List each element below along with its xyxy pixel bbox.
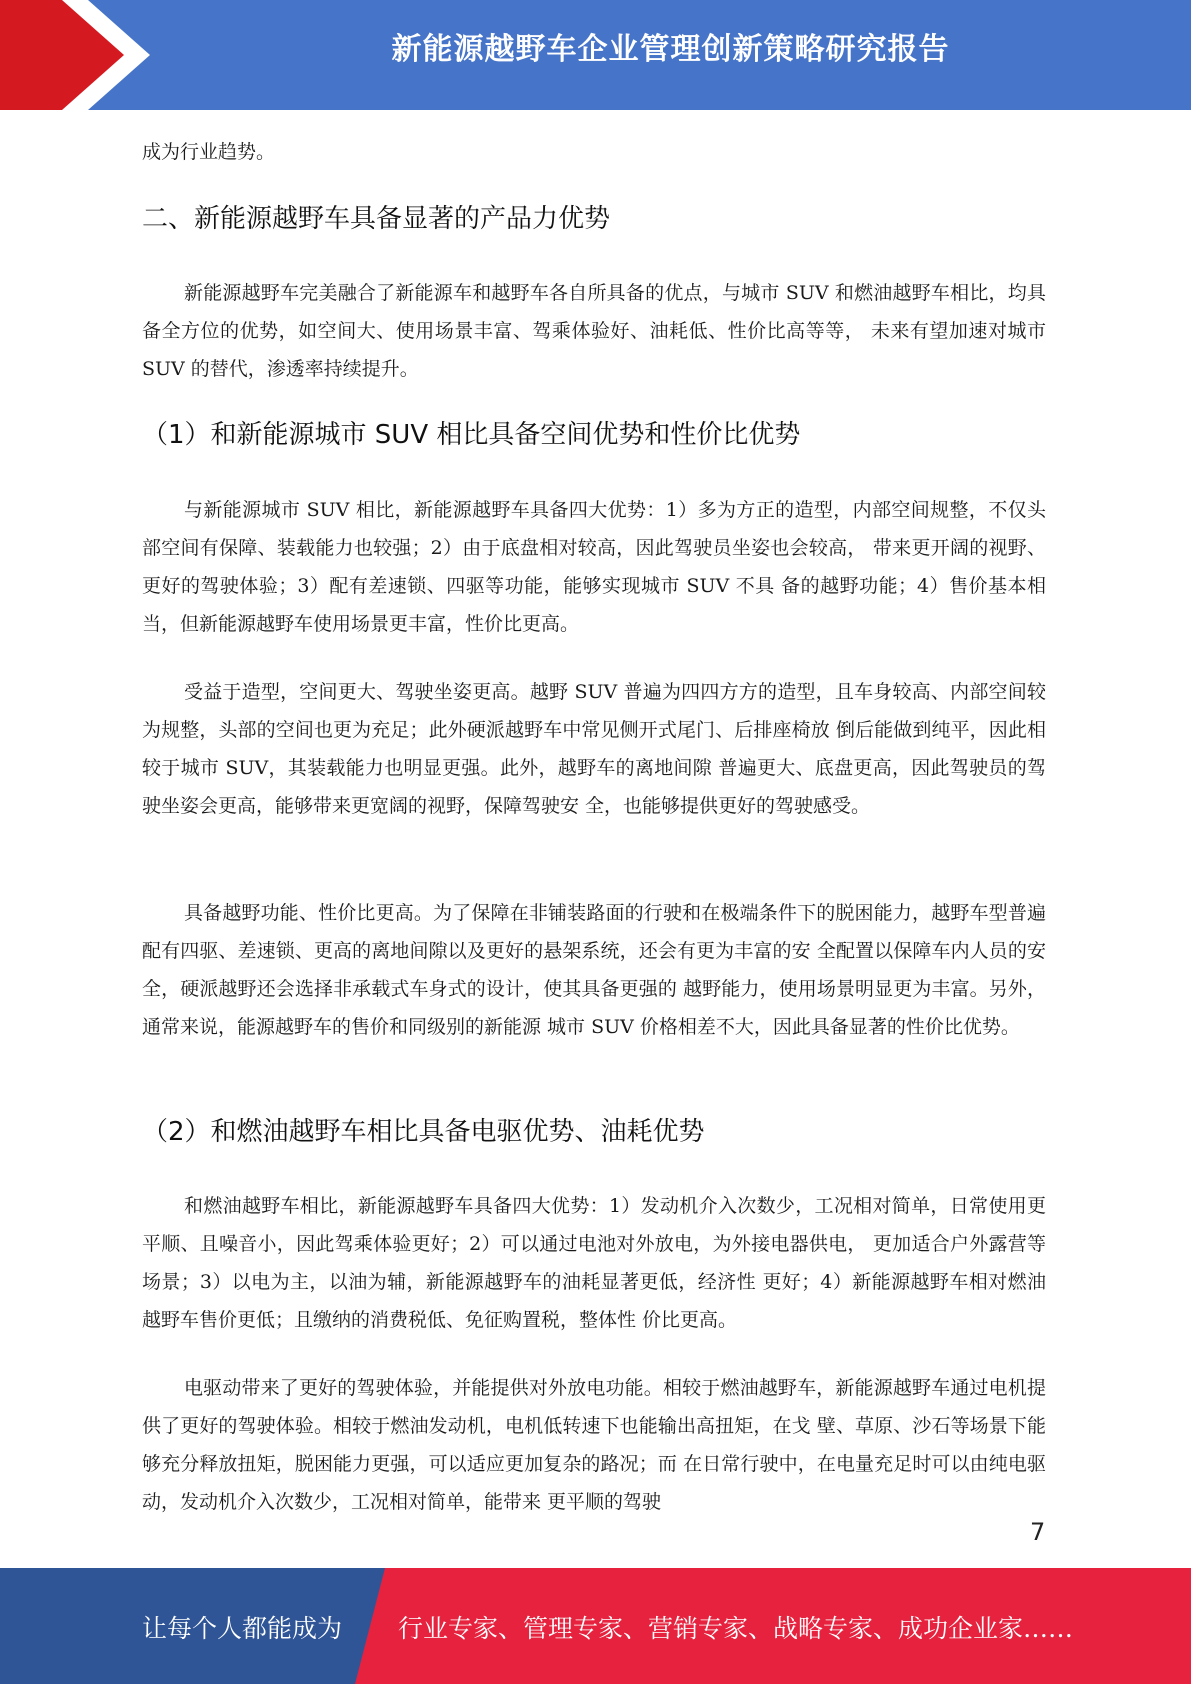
subsection-1-paragraph-2: 受益于造型，空间更大、驾驶坐姿更高。越野 SUV 普遍为四四方方的造型，且车身较高、内部空间较为规整，头部的空间也更为充足；此外硬派越野车中常见侧开式尾门、后排座椅放 倒后能做到纯平，因此相较于城市 SUV，其装载能力也明显更强。此外，越野车的离地间隙 普遍更大、底盘更高，因此驾驶员的驾驶坐姿会更高，能够带来更宽阔的视野，保障驾驶安 全，也能够提供更好的驾驶感受。 [142,681,1046,817]
header-chevron-decoration [0,0,160,110]
subsection-1-heading: （1）和新能源城市 SUV 相比具备空间优势和性价比优势 [142,420,801,450]
page-footer [0,1568,1191,1684]
page-header [0,0,1191,110]
report-title: 新能源越野车企业管理创新策略研究报告 [391,32,950,67]
subsection-2-paragraph-1: 和燃油越野车相比，新能源越野车具备四大优势：1）发动机介入次数少，工况相对简单，日常使用更平顺、且噪音小，因此驾乘体验更好；2）可以通过电池对外放电，为外接电器供电， 更加适合户外露营等场景；3）以电为主，以油为辅，新能源越野车的油耗显著更低，经济性 更好；4）新能源越野车相对燃油越野车售价更低；且缴纳的消费税低、免征购置税，整体性 价比更高。 [142,1195,1046,1331]
continuation-text: 成为行业趋势。 [142,141,276,163]
subsection-1-paragraph-1: 与新能源城市 SUV 相比，新能源越野车具备四大优势：1）多为方正的造型，内部空间规整，不仅头部空间有保障、装载能力也较强；2）由于底盘相对较高，因此驾驶员坐姿也会较高， 带来更开阔的视野、更好的驾驶体验；3）配有差速锁、四驱等功能，能够实现城市 SUV 不具 备的越野功能；4）售价基本相当，但新能源越野车使用场景更丰富，性价比更高。 [142,499,1046,635]
intro-paragraph: 新能源越野车完美融合了新能源车和越野车各自所具备的优点，与城市 SUV 和燃油越野车相比，均具备全方位的优势，如空间大、使用场景丰富、驾乘体验好、油耗低、性价比高等等， 未来有望加速对城市 SUV 的替代，渗透率持续提升。 [142,282,1046,380]
subsection-2-heading: （2）和燃油越野车相比具备电驱优势、油耗优势 [142,1117,705,1147]
footer-slogan-left: 让每个人都能成为 [142,1614,343,1643]
subsection-1-paragraph-3: 具备越野功能、性价比更高。为了保障在非铺装路面的行驶和在极端条件下的脱困能力，越野车型普遍配有四驱、差速锁、更高的离地间隙以及更好的悬架系统，还会有更为丰富的安 全配置以保障车内人员的安全，硬派越野还会选择非承载式车身式的设计，使其具备更强的 越野能力，使用场景明显更为丰富。另外，通常来说，能源越野车的售价和同级别的新能源 城市 SUV 价格相差不大，因此具备显著的性价比优势。 [142,902,1046,1038]
page-number: 7 [1030,1518,1046,1546]
section-heading: 二、新能源越野车具备显著的产品力优势 [142,204,611,234]
footer-slogan-right: 行业专家、管理专家、营销专家、战略专家、成功企业家…… [398,1614,1074,1643]
subsection-2-paragraph-2: 电驱动带来了更好的驾驶体验，并能提供对外放电功能。相较于燃油越野车，新能源越野车通过电机提供了更好的驾驶体验。相较于燃油发动机，电机低转速下也能输出高扭矩，在戈 壁、草原、沙石等场景下能够充分释放扭矩，脱困能力更强，可以适应更加复杂的路况；而 在日常行驶中，在电量充足时可以由纯电驱动，发动机介入次数少，工况相对简单，能带来 更平顺的驾驶 [142,1377,1046,1513]
